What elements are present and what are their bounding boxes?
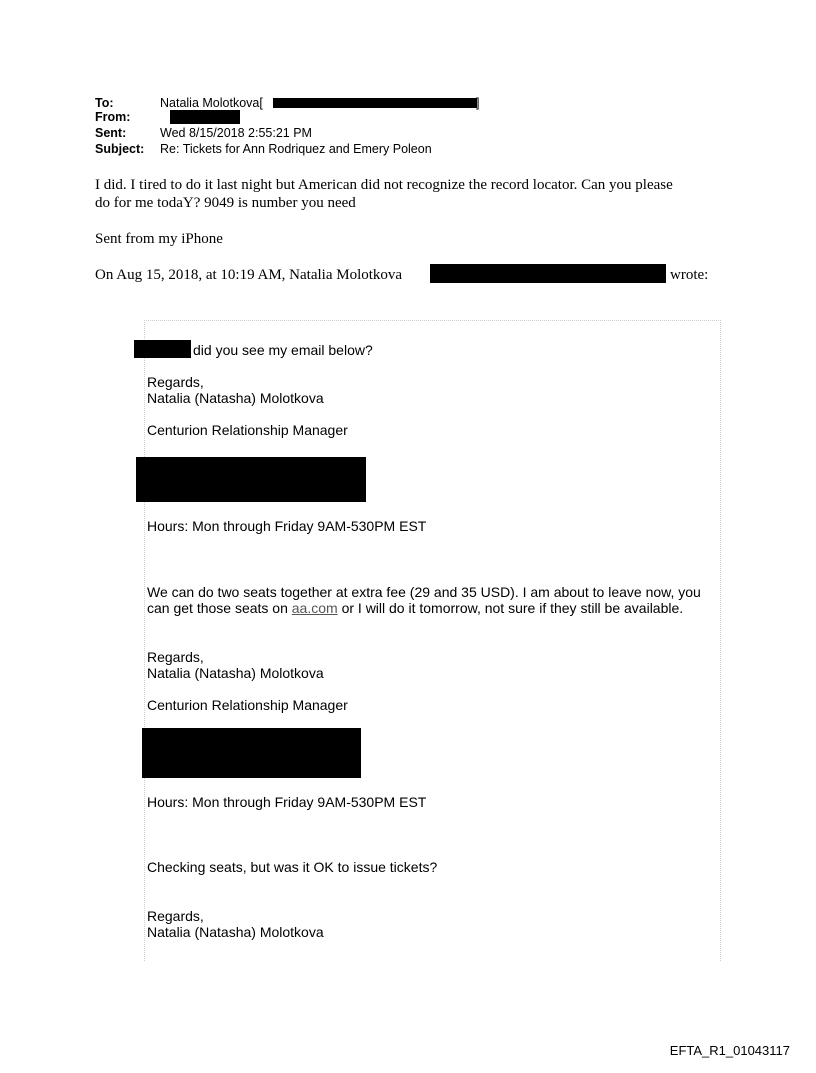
subject-value: Re: Tickets for Ann Rodriquez and Emery Poleon: [160, 142, 432, 156]
msg2-title: Centurion Relationship Manager: [147, 697, 348, 713]
msg1-name: Natalia (Natasha) Molotkova: [147, 390, 324, 406]
to-close-bracket: ]: [476, 96, 480, 110]
msg1-text: did you see my email below?: [193, 342, 373, 358]
sent-value: Wed 8/15/2018 2:55:21 PM: [160, 126, 312, 140]
to-name: Natalia Molotkova[: [160, 96, 263, 110]
redaction-contact-block-1: [136, 457, 366, 502]
redaction-recipient-name: [134, 340, 191, 358]
to-label: To:: [95, 96, 114, 110]
redaction-to-email: [273, 96, 480, 110]
msg2-hours: Hours: Mon through Friday 9AM-530PM EST: [147, 794, 427, 810]
aa-com-link[interactable]: aa.com: [291, 600, 338, 616]
from-label: From:: [95, 110, 131, 124]
msg2-regards: Regards,: [147, 649, 204, 665]
msg3-text: Checking seats, but was it OK to issue tickets?: [147, 859, 438, 875]
quote-intro-start: On Aug 15, 2018, at 10:19 AM, Natalia Molotkova: [95, 267, 403, 283]
msg2-line-1: We can do two seats together at extra fee (29 and 35 USD). I am about to leave now, you: [147, 584, 701, 600]
document-id: EFTA_R1_01043117: [669, 1043, 790, 1058]
quote-intro-end: wrote:: [670, 267, 709, 283]
msg3-regards: Regards,: [147, 908, 204, 924]
to-value: [160, 96, 263, 110]
msg2-line-2: [147, 600, 683, 617]
msg2-line-2-post: or I will do it tomorrow, not sure if they still be available.: [337, 600, 684, 616]
redaction-sender-email: [430, 264, 666, 283]
redaction-contact-block-2: [142, 728, 361, 778]
signature-line: Sent from my iPhone: [95, 231, 223, 247]
msg2-name: Natalia (Natasha) Molotkova: [147, 665, 324, 681]
sent-label: Sent:: [95, 126, 127, 140]
msg1-regards: Regards,: [147, 374, 204, 390]
msg3-name: Natalia (Natasha) Molotkova: [147, 924, 324, 940]
redaction-from: [170, 110, 240, 124]
body-line-2: do for me todaY? 9049 is number you need: [95, 195, 356, 211]
msg1-title: Centurion Relationship Manager: [147, 422, 348, 438]
body-line-1: I did. I tired to do it last night but American did not recognize the record locator. Can you please: [95, 177, 673, 193]
msg2-line-2-pre: can get those seats on: [147, 600, 292, 616]
subject-label: Subject:: [95, 142, 145, 156]
msg1-hours: Hours: Mon through Friday 9AM-530PM EST: [147, 518, 427, 534]
